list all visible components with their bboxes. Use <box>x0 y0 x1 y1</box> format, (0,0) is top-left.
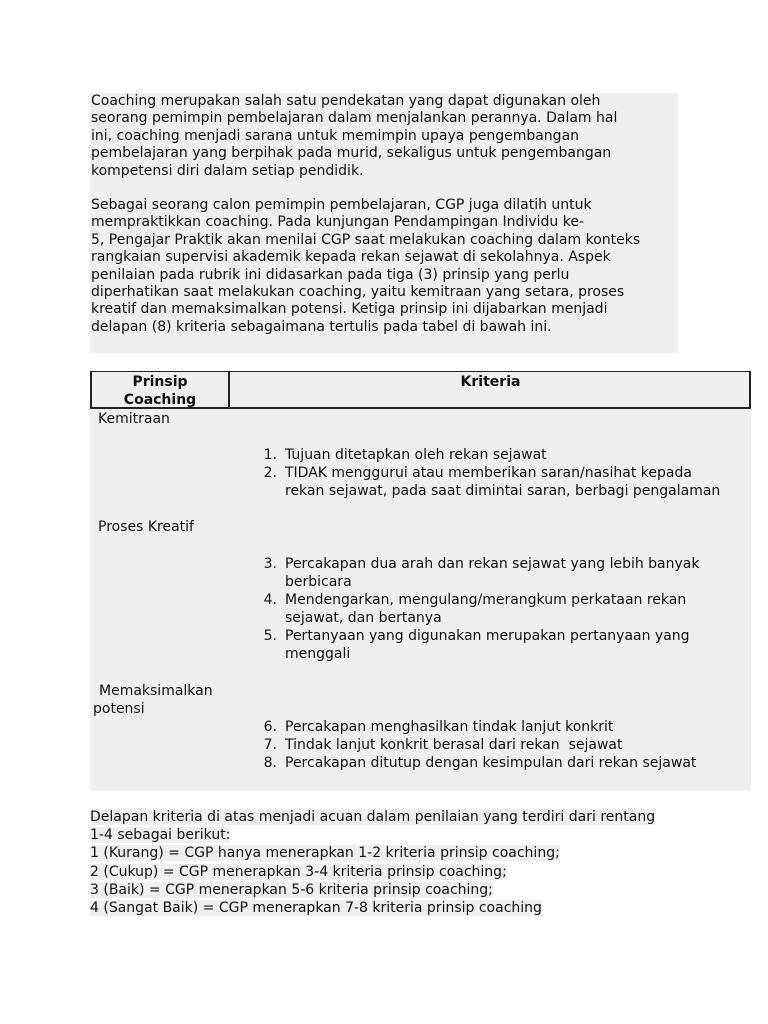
prinsip-text: potensi <box>93 701 145 717</box>
criteria-table <box>90 371 751 791</box>
intro-paragraph-2 <box>91 197 678 336</box>
criteria-list-memaksimalkan-potensi <box>250 718 750 772</box>
text-line: 5, Pengajar Praktik akan menilai CGP saat melakukan coaching dalam konteks <box>91 231 641 248</box>
item-number: 5. <box>263 628 277 644</box>
item-number: 2. <box>263 465 277 481</box>
criteria-list-proses-kreatif <box>250 555 750 663</box>
item-number: 8. <box>263 755 277 771</box>
prinsip-memaksimalkan-potensi <box>93 682 213 718</box>
list-item <box>250 736 750 754</box>
header-text: Prinsip <box>132 374 188 390</box>
text-line: 2 (Cukup) = CGP menerapkan 3-4 kriteria prinsip coaching; <box>90 863 507 880</box>
text-line: 1-4 sebagai berikut: <box>90 827 231 844</box>
list-item <box>250 555 750 591</box>
text-line: kompetensi diri dalam setiap pendidik. <box>91 162 364 179</box>
text-line: ini, coaching menjadi sarana untuk memimpin upaya pengembangan <box>91 127 580 144</box>
intro-paragraph-1 <box>91 93 678 180</box>
list-item <box>250 754 750 772</box>
item-number: 3. <box>263 556 277 572</box>
prinsip-text: Memaksimalkan <box>99 683 213 699</box>
text-line: Delapan kriteria di atas menjadi acuan dalam penilaian yang terdiri dari rentang <box>90 809 656 825</box>
item-text: Percakapan dua arah dan rekan sejawat yang lebih banyak berbicara <box>285 556 700 590</box>
scoring-section <box>90 808 655 917</box>
item-number: 6. <box>263 719 277 735</box>
text-line: diperhatikan saat melakukan coaching, yaitu kemitraan yang setara, proses <box>91 284 625 301</box>
prinsip-proses-kreatif: Proses Kreatif <box>98 519 194 535</box>
text-line: Sebagai seorang calon pemimpin pembelajaran, CGP juga dilatih untuk <box>91 197 592 214</box>
criteria-list-kemitraan <box>250 446 750 500</box>
header-text: Coaching <box>123 392 197 408</box>
item-number: 7. <box>263 737 277 753</box>
list-item <box>250 627 750 663</box>
item-text: Tujuan ditetapkan oleh rekan sejawat <box>285 447 547 463</box>
text-line: rangkaian supervisi akademik kepada rekan sejawat di sekolahnya. Aspek <box>91 249 611 266</box>
item-text: Percakapan menghasilkan tindak lanjut konkrit <box>285 719 614 735</box>
text-line: 1 (Kurang) = CGP hanya menerapkan 1-2 kriteria prinsip coaching; <box>90 845 560 862</box>
list-item <box>250 464 750 500</box>
intro-section <box>90 93 678 353</box>
text-line: pembelajaran yang berpihak pada murid, sekaligus untuk pengembangan <box>91 145 612 162</box>
text-line: mempraktikkan coaching. Pada kunjungan Pendampingan Individu ke- <box>91 214 584 231</box>
header-kriteria: Kriteria <box>460 374 521 390</box>
header-prinsip-coaching <box>92 373 228 409</box>
item-text: Tindak lanjut konkrit berasal dari rekan sejawat <box>285 737 623 753</box>
list-item <box>250 446 750 464</box>
prinsip-kemitraan: Kemitraan <box>98 411 170 427</box>
text-line: Coaching merupakan salah satu pendekatan yang dapat digunakan oleh <box>91 93 601 109</box>
item-number: 1. <box>263 447 277 463</box>
list-item <box>250 718 750 736</box>
item-text: Percakapan ditutup dengan kesimpulan dari rekan sejawat <box>285 755 697 771</box>
text-line: penilaian pada rubrik ini didasarkan pada tiga (3) prinsip yang perlu <box>91 266 570 283</box>
text-line: kreatif dan memaksimalkan potensi. Ketiga prinsip ini dijabarkan menjadi <box>91 301 608 318</box>
item-text: Mendengarkan, mengulang/merangkum perkataan rekan sejawat, dan bertanya <box>285 592 687 626</box>
text-line: 4 (Sangat Baik) = CGP menerapkan 7-8 kriteria prinsip coaching <box>90 900 542 917</box>
item-text: TIDAK menggurui atau memberikan saran/nasihat kepada rekan sejawat, pada saat dimintai saran, berbagi pengalaman <box>285 465 721 499</box>
text-line: 3 (Baik) = CGP menerapkan 5-6 kriteria prinsip coaching; <box>90 881 493 898</box>
list-item <box>250 591 750 627</box>
item-text: Pertanyaan yang digunakan merupakan pertanyaan yang menggali <box>285 628 690 662</box>
text-line: seorang pemimpin pembelajaran dalam menjalankan perannya. Dalam hal <box>91 110 618 127</box>
item-number: 4. <box>263 592 277 608</box>
text-line: delapan (8) kriteria sebagaimana tertulis pada tabel di bawah ini. <box>91 318 552 335</box>
table-header <box>90 371 751 409</box>
